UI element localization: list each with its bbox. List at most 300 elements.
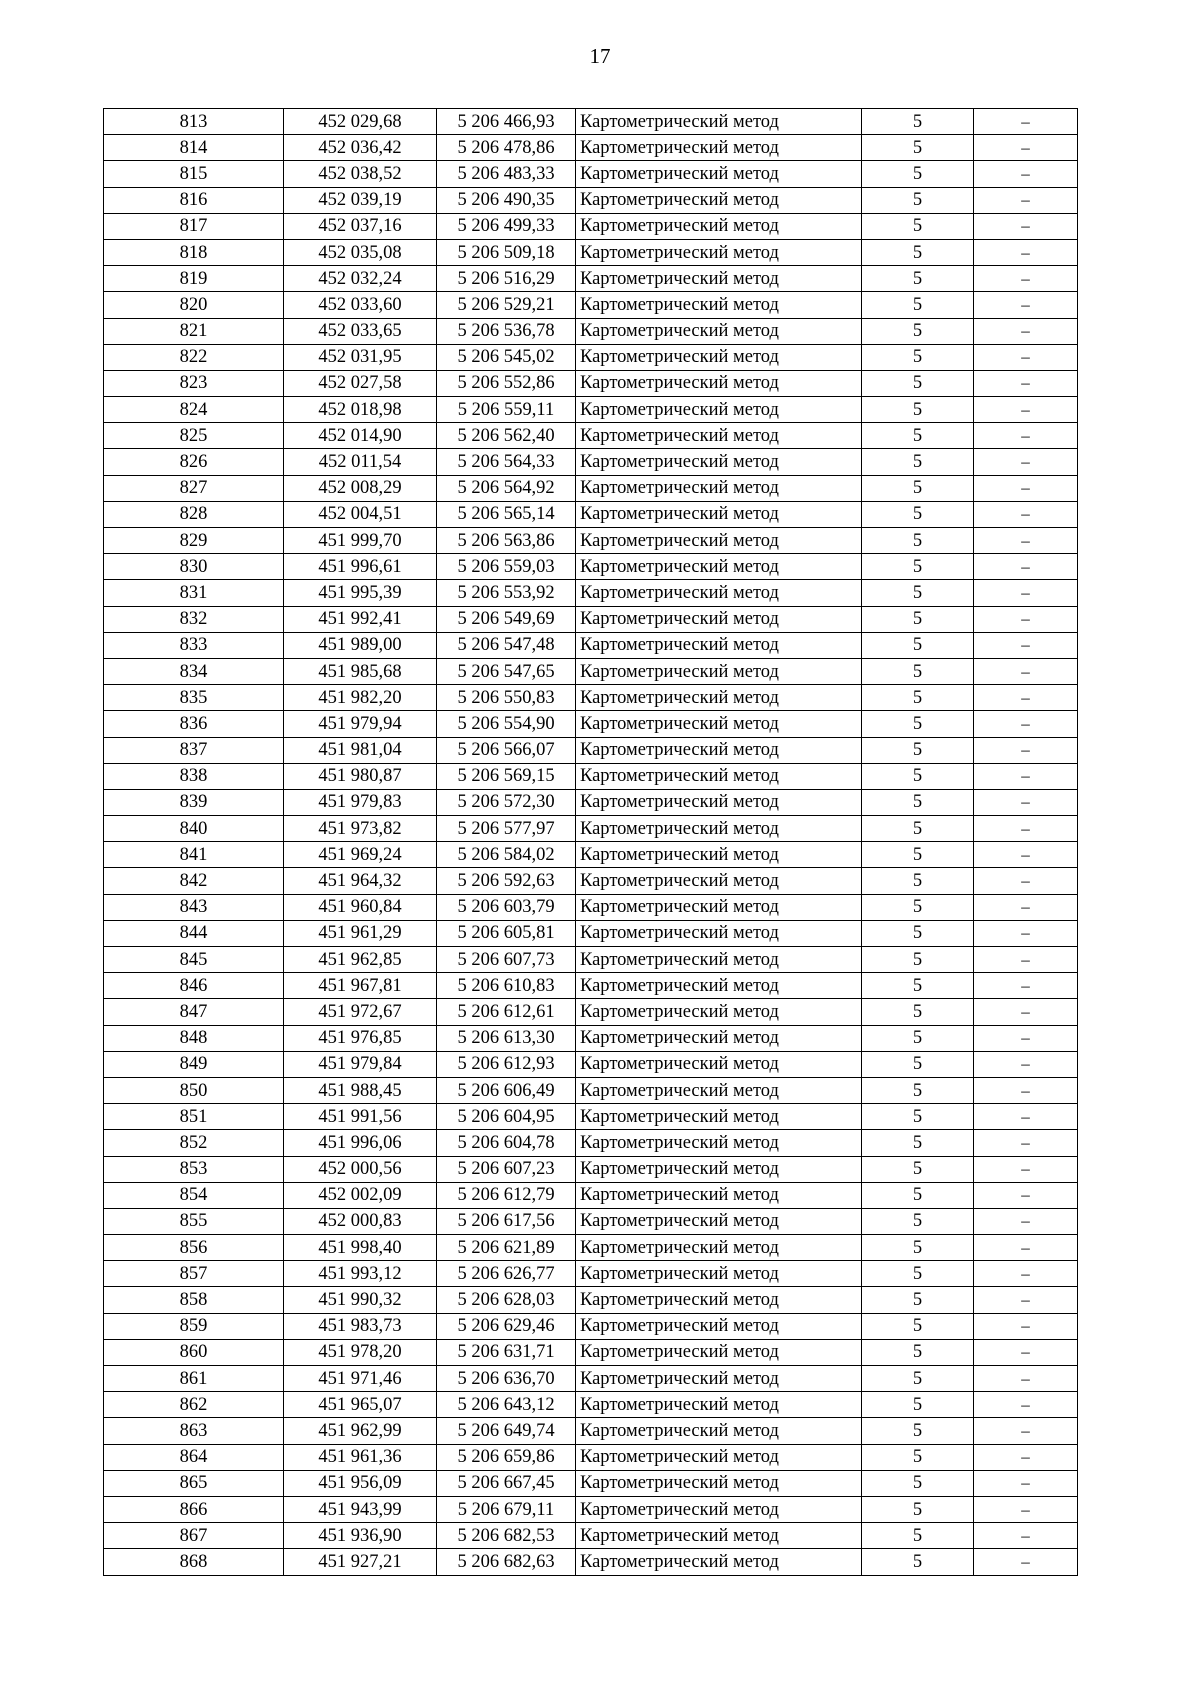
- y-coordinate-cell: 5 206 621,89: [437, 1235, 576, 1261]
- point-number-cell: 855: [104, 1208, 284, 1234]
- y-coordinate-cell: 5 206 490,35: [437, 187, 576, 213]
- method-cell: Картометрический метод: [576, 423, 862, 449]
- accuracy-cell: 5: [862, 658, 974, 684]
- accuracy-cell: 5: [862, 632, 974, 658]
- point-number-cell: 833: [104, 632, 284, 658]
- point-number-cell: 850: [104, 1077, 284, 1103]
- note-cell: –: [974, 1444, 1078, 1470]
- x-coordinate-cell: 451 927,21: [284, 1549, 437, 1575]
- y-coordinate-cell: 5 206 564,92: [437, 475, 576, 501]
- table-row: [104, 816, 1078, 842]
- accuracy-cell: 5: [862, 161, 974, 187]
- x-coordinate-cell: 451 996,06: [284, 1130, 437, 1156]
- note-cell: –: [974, 632, 1078, 658]
- x-coordinate-cell: 451 992,41: [284, 606, 437, 632]
- y-coordinate-cell: 5 206 478,86: [437, 135, 576, 161]
- method-cell: Картометрический метод: [576, 501, 862, 527]
- y-coordinate-cell: 5 206 466,93: [437, 109, 576, 135]
- x-coordinate-cell: 451 936,90: [284, 1523, 437, 1549]
- point-number-cell: 818: [104, 239, 284, 265]
- note-cell: –: [974, 135, 1078, 161]
- accuracy-cell: 5: [862, 1339, 974, 1365]
- y-coordinate-cell: 5 206 565,14: [437, 501, 576, 527]
- x-coordinate-cell: 451 962,99: [284, 1418, 437, 1444]
- accuracy-cell: 5: [862, 213, 974, 239]
- table-row: [104, 1470, 1078, 1496]
- accuracy-cell: 5: [862, 1392, 974, 1418]
- y-coordinate-cell: 5 206 607,23: [437, 1156, 576, 1182]
- y-coordinate-cell: 5 206 550,83: [437, 685, 576, 711]
- method-cell: Картометрический метод: [576, 711, 862, 737]
- method-cell: Картометрический метод: [576, 632, 862, 658]
- note-cell: –: [974, 554, 1078, 580]
- x-coordinate-cell: 451 983,73: [284, 1313, 437, 1339]
- y-coordinate-cell: 5 206 564,33: [437, 449, 576, 475]
- accuracy-cell: 5: [862, 266, 974, 292]
- point-number-cell: 857: [104, 1261, 284, 1287]
- y-coordinate-cell: 5 206 554,90: [437, 711, 576, 737]
- point-number-cell: 822: [104, 344, 284, 370]
- x-coordinate-cell: 451 976,85: [284, 1025, 437, 1051]
- point-number-cell: 827: [104, 475, 284, 501]
- note-cell: –: [974, 187, 1078, 213]
- y-coordinate-cell: 5 206 545,02: [437, 344, 576, 370]
- y-coordinate-cell: 5 206 606,49: [437, 1077, 576, 1103]
- accuracy-cell: 5: [862, 1287, 974, 1313]
- x-coordinate-cell: 451 995,39: [284, 580, 437, 606]
- accuracy-cell: 5: [862, 789, 974, 815]
- x-coordinate-cell: 451 990,32: [284, 1287, 437, 1313]
- table-row: [104, 239, 1078, 265]
- method-cell: Картометрический метод: [576, 239, 862, 265]
- x-coordinate-cell: 451 991,56: [284, 1104, 437, 1130]
- x-coordinate-cell: 451 982,20: [284, 685, 437, 711]
- table-row: [104, 1130, 1078, 1156]
- note-cell: –: [974, 1156, 1078, 1182]
- accuracy-cell: 5: [862, 999, 974, 1025]
- x-coordinate-cell: 451 998,40: [284, 1235, 437, 1261]
- accuracy-cell: 5: [862, 1418, 974, 1444]
- x-coordinate-cell: 451 980,87: [284, 763, 437, 789]
- point-number-cell: 824: [104, 397, 284, 423]
- accuracy-cell: 5: [862, 475, 974, 501]
- x-coordinate-cell: 452 037,16: [284, 213, 437, 239]
- y-coordinate-cell: 5 206 592,63: [437, 868, 576, 894]
- x-coordinate-cell: 452 014,90: [284, 423, 437, 449]
- table-row: [104, 475, 1078, 501]
- y-coordinate-cell: 5 206 509,18: [437, 239, 576, 265]
- x-coordinate-cell: 452 000,83: [284, 1208, 437, 1234]
- y-coordinate-cell: 5 206 607,73: [437, 947, 576, 973]
- accuracy-cell: 5: [862, 1130, 974, 1156]
- y-coordinate-cell: 5 206 612,93: [437, 1051, 576, 1077]
- note-cell: –: [974, 344, 1078, 370]
- point-number-cell: 852: [104, 1130, 284, 1156]
- table-row: [104, 1104, 1078, 1130]
- table-row: [104, 894, 1078, 920]
- method-cell: Картометрический метод: [576, 1130, 862, 1156]
- table-row: [104, 1313, 1078, 1339]
- point-number-cell: 867: [104, 1523, 284, 1549]
- x-coordinate-cell: 452 000,56: [284, 1156, 437, 1182]
- note-cell: –: [974, 292, 1078, 318]
- point-number-cell: 858: [104, 1287, 284, 1313]
- method-cell: Картометрический метод: [576, 1077, 862, 1103]
- note-cell: –: [974, 449, 1078, 475]
- y-coordinate-cell: 5 206 603,79: [437, 894, 576, 920]
- accuracy-cell: 5: [862, 187, 974, 213]
- accuracy-cell: 5: [862, 370, 974, 396]
- x-coordinate-cell: 451 996,61: [284, 554, 437, 580]
- method-cell: Картометрический метод: [576, 266, 862, 292]
- accuracy-cell: 5: [862, 1077, 974, 1103]
- note-cell: –: [974, 685, 1078, 711]
- method-cell: Картометрический метод: [576, 1104, 862, 1130]
- method-cell: Картометрический метод: [576, 370, 862, 396]
- table-row: [104, 344, 1078, 370]
- note-cell: –: [974, 999, 1078, 1025]
- point-number-cell: 816: [104, 187, 284, 213]
- table-row: [104, 213, 1078, 239]
- note-cell: –: [974, 1523, 1078, 1549]
- x-coordinate-cell: 451 961,29: [284, 920, 437, 946]
- note-cell: –: [974, 1025, 1078, 1051]
- table-row: [104, 161, 1078, 187]
- table-row: [104, 1287, 1078, 1313]
- note-cell: –: [974, 1287, 1078, 1313]
- accuracy-cell: 5: [862, 1182, 974, 1208]
- table-row: [104, 868, 1078, 894]
- x-coordinate-cell: 451 972,67: [284, 999, 437, 1025]
- table-row: [104, 370, 1078, 396]
- note-cell: –: [974, 894, 1078, 920]
- point-number-cell: 835: [104, 685, 284, 711]
- method-cell: Картометрический метод: [576, 763, 862, 789]
- method-cell: Картометрический метод: [576, 161, 862, 187]
- method-cell: Картометрический метод: [576, 658, 862, 684]
- point-number-cell: 819: [104, 266, 284, 292]
- accuracy-cell: 5: [862, 711, 974, 737]
- x-coordinate-cell: 451 979,94: [284, 711, 437, 737]
- point-number-cell: 841: [104, 842, 284, 868]
- accuracy-cell: 5: [862, 1366, 974, 1392]
- x-coordinate-cell: 452 002,09: [284, 1182, 437, 1208]
- table-row: [104, 109, 1078, 135]
- note-cell: –: [974, 370, 1078, 396]
- method-cell: Картометрический метод: [576, 109, 862, 135]
- point-number-cell: 864: [104, 1444, 284, 1470]
- point-number-cell: 817: [104, 213, 284, 239]
- x-coordinate-cell: 451 967,81: [284, 973, 437, 999]
- accuracy-cell: 5: [862, 920, 974, 946]
- x-coordinate-cell: 452 033,60: [284, 292, 437, 318]
- method-cell: Картометрический метод: [576, 1261, 862, 1287]
- accuracy-cell: 5: [862, 1208, 974, 1234]
- point-number-cell: 843: [104, 894, 284, 920]
- x-coordinate-cell: 451 969,24: [284, 842, 437, 868]
- method-cell: Картометрический метод: [576, 475, 862, 501]
- y-coordinate-cell: 5 206 682,53: [437, 1523, 576, 1549]
- note-cell: –: [974, 868, 1078, 894]
- method-cell: Картометрический метод: [576, 1182, 862, 1208]
- note-cell: –: [974, 842, 1078, 868]
- accuracy-cell: 5: [862, 816, 974, 842]
- note-cell: –: [974, 1392, 1078, 1418]
- accuracy-cell: 5: [862, 580, 974, 606]
- point-number-cell: 813: [104, 109, 284, 135]
- table-row: [104, 1549, 1078, 1575]
- table-row: [104, 1077, 1078, 1103]
- accuracy-cell: 5: [862, 763, 974, 789]
- note-cell: –: [974, 1496, 1078, 1522]
- table-row: [104, 1235, 1078, 1261]
- note-cell: –: [974, 501, 1078, 527]
- method-cell: Картометрический метод: [576, 737, 862, 763]
- y-coordinate-cell: 5 206 553,92: [437, 580, 576, 606]
- accuracy-cell: 5: [862, 318, 974, 344]
- table-row: [104, 292, 1078, 318]
- note-cell: –: [974, 1235, 1078, 1261]
- y-coordinate-cell: 5 206 604,95: [437, 1104, 576, 1130]
- note-cell: –: [974, 763, 1078, 789]
- note-cell: –: [974, 1130, 1078, 1156]
- point-number-cell: 853: [104, 1156, 284, 1182]
- accuracy-cell: 5: [862, 1261, 974, 1287]
- note-cell: –: [974, 1418, 1078, 1444]
- point-number-cell: 845: [104, 947, 284, 973]
- method-cell: Картометрический метод: [576, 1523, 862, 1549]
- accuracy-cell: 5: [862, 868, 974, 894]
- point-number-cell: 828: [104, 501, 284, 527]
- x-coordinate-cell: 452 032,24: [284, 266, 437, 292]
- method-cell: Картометрический метод: [576, 187, 862, 213]
- point-number-cell: 836: [104, 711, 284, 737]
- method-cell: Картометрический метод: [576, 1313, 862, 1339]
- accuracy-cell: 5: [862, 528, 974, 554]
- point-number-cell: 866: [104, 1496, 284, 1522]
- point-number-cell: 840: [104, 816, 284, 842]
- y-coordinate-cell: 5 206 612,61: [437, 999, 576, 1025]
- y-coordinate-cell: 5 206 569,15: [437, 763, 576, 789]
- table-row: [104, 449, 1078, 475]
- table-row: [104, 763, 1078, 789]
- method-cell: Картометрический метод: [576, 973, 862, 999]
- point-number-cell: 849: [104, 1051, 284, 1077]
- accuracy-cell: 5: [862, 423, 974, 449]
- table-row: [104, 658, 1078, 684]
- accuracy-cell: 5: [862, 135, 974, 161]
- y-coordinate-cell: 5 206 643,12: [437, 1392, 576, 1418]
- point-number-cell: 830: [104, 554, 284, 580]
- method-cell: Картометрический метод: [576, 1496, 862, 1522]
- y-coordinate-cell: 5 206 605,81: [437, 920, 576, 946]
- note-cell: –: [974, 1208, 1078, 1234]
- table-row: [104, 1523, 1078, 1549]
- accuracy-cell: 5: [862, 1104, 974, 1130]
- note-cell: –: [974, 1077, 1078, 1103]
- method-cell: Картометрический метод: [576, 1287, 862, 1313]
- note-cell: –: [974, 973, 1078, 999]
- x-coordinate-cell: 452 035,08: [284, 239, 437, 265]
- method-cell: Картометрический метод: [576, 1025, 862, 1051]
- point-number-cell: 844: [104, 920, 284, 946]
- method-cell: Картометрический метод: [576, 606, 862, 632]
- point-number-cell: 862: [104, 1392, 284, 1418]
- note-cell: –: [974, 528, 1078, 554]
- y-coordinate-cell: 5 206 563,86: [437, 528, 576, 554]
- x-coordinate-cell: 451 964,32: [284, 868, 437, 894]
- point-number-cell: 863: [104, 1418, 284, 1444]
- y-coordinate-cell: 5 206 559,03: [437, 554, 576, 580]
- y-coordinate-cell: 5 206 667,45: [437, 1470, 576, 1496]
- method-cell: Картометрический метод: [576, 1051, 862, 1077]
- table-row: [104, 711, 1078, 737]
- x-coordinate-cell: 451 999,70: [284, 528, 437, 554]
- accuracy-cell: 5: [862, 685, 974, 711]
- point-number-cell: 831: [104, 580, 284, 606]
- point-number-cell: 861: [104, 1366, 284, 1392]
- method-cell: Картометрический метод: [576, 1366, 862, 1392]
- note-cell: –: [974, 711, 1078, 737]
- x-coordinate-cell: 452 031,95: [284, 344, 437, 370]
- x-coordinate-cell: 452 011,54: [284, 449, 437, 475]
- table-row: [104, 1392, 1078, 1418]
- method-cell: Картометрический метод: [576, 1156, 862, 1182]
- point-number-cell: 826: [104, 449, 284, 475]
- y-coordinate-cell: 5 206 499,33: [437, 213, 576, 239]
- note-cell: –: [974, 161, 1078, 187]
- note-cell: –: [974, 1182, 1078, 1208]
- y-coordinate-cell: 5 206 629,46: [437, 1313, 576, 1339]
- method-cell: Картометрический метод: [576, 894, 862, 920]
- x-coordinate-cell: 452 004,51: [284, 501, 437, 527]
- coordinates-table-body: [104, 109, 1078, 1576]
- table-row: [104, 973, 1078, 999]
- method-cell: Картометрический метод: [576, 213, 862, 239]
- accuracy-cell: 5: [862, 1549, 974, 1575]
- note-cell: –: [974, 1549, 1078, 1575]
- point-number-cell: 820: [104, 292, 284, 318]
- point-number-cell: 846: [104, 973, 284, 999]
- method-cell: Картометрический метод: [576, 685, 862, 711]
- table-row: [104, 318, 1078, 344]
- note-cell: –: [974, 213, 1078, 239]
- point-number-cell: 856: [104, 1235, 284, 1261]
- method-cell: Картометрический метод: [576, 816, 862, 842]
- table-row: [104, 1418, 1078, 1444]
- method-cell: Картометрический метод: [576, 1470, 862, 1496]
- method-cell: Картометрический метод: [576, 947, 862, 973]
- y-coordinate-cell: 5 206 552,86: [437, 370, 576, 396]
- y-coordinate-cell: 5 206 536,78: [437, 318, 576, 344]
- note-cell: –: [974, 920, 1078, 946]
- note-cell: –: [974, 947, 1078, 973]
- x-coordinate-cell: 451 965,07: [284, 1392, 437, 1418]
- y-coordinate-cell: 5 206 613,30: [437, 1025, 576, 1051]
- x-coordinate-cell: 451 988,45: [284, 1077, 437, 1103]
- y-coordinate-cell: 5 206 682,63: [437, 1549, 576, 1575]
- y-coordinate-cell: 5 206 636,70: [437, 1366, 576, 1392]
- note-cell: –: [974, 1104, 1078, 1130]
- accuracy-cell: 5: [862, 109, 974, 135]
- page-number: 17: [589, 44, 611, 68]
- x-coordinate-cell: 452 038,52: [284, 161, 437, 187]
- y-coordinate-cell: 5 206 572,30: [437, 789, 576, 815]
- y-coordinate-cell: 5 206 547,65: [437, 658, 576, 684]
- x-coordinate-cell: 451 979,84: [284, 1051, 437, 1077]
- point-number-cell: 838: [104, 763, 284, 789]
- y-coordinate-cell: 5 206 559,11: [437, 397, 576, 423]
- point-number-cell: 825: [104, 423, 284, 449]
- table-row: [104, 999, 1078, 1025]
- note-cell: –: [974, 109, 1078, 135]
- table-row: [104, 1051, 1078, 1077]
- method-cell: Картометрический метод: [576, 920, 862, 946]
- note-cell: –: [974, 606, 1078, 632]
- x-coordinate-cell: 451 960,84: [284, 894, 437, 920]
- accuracy-cell: 5: [862, 606, 974, 632]
- table-row: [104, 606, 1078, 632]
- point-number-cell: 848: [104, 1025, 284, 1051]
- method-cell: Картометрический метод: [576, 344, 862, 370]
- point-number-cell: 832: [104, 606, 284, 632]
- accuracy-cell: 5: [862, 1470, 974, 1496]
- accuracy-cell: 5: [862, 973, 974, 999]
- table-row: [104, 947, 1078, 973]
- accuracy-cell: 5: [862, 501, 974, 527]
- x-coordinate-cell: 452 036,42: [284, 135, 437, 161]
- accuracy-cell: 5: [862, 737, 974, 763]
- method-cell: Картометрический метод: [576, 554, 862, 580]
- table-row: [104, 842, 1078, 868]
- method-cell: Картометрический метод: [576, 868, 862, 894]
- point-number-cell: 814: [104, 135, 284, 161]
- accuracy-cell: 5: [862, 1051, 974, 1077]
- table-row: [104, 266, 1078, 292]
- method-cell: Картометрический метод: [576, 1392, 862, 1418]
- table-row: [104, 920, 1078, 946]
- note-cell: –: [974, 423, 1078, 449]
- x-coordinate-cell: 451 956,09: [284, 1470, 437, 1496]
- point-number-cell: 834: [104, 658, 284, 684]
- y-coordinate-cell: 5 206 549,69: [437, 606, 576, 632]
- x-coordinate-cell: 452 029,68: [284, 109, 437, 135]
- note-cell: –: [974, 1261, 1078, 1287]
- point-number-cell: 868: [104, 1549, 284, 1575]
- x-coordinate-cell: 451 981,04: [284, 737, 437, 763]
- point-number-cell: 865: [104, 1470, 284, 1496]
- method-cell: Картометрический метод: [576, 1235, 862, 1261]
- y-coordinate-cell: 5 206 631,71: [437, 1339, 576, 1365]
- method-cell: Картометрический метод: [576, 1444, 862, 1470]
- method-cell: Картометрический метод: [576, 318, 862, 344]
- table-row: [104, 789, 1078, 815]
- point-number-cell: 839: [104, 789, 284, 815]
- note-cell: –: [974, 658, 1078, 684]
- y-coordinate-cell: 5 206 604,78: [437, 1130, 576, 1156]
- y-coordinate-cell: 5 206 562,40: [437, 423, 576, 449]
- note-cell: –: [974, 318, 1078, 344]
- table-row: [104, 580, 1078, 606]
- x-coordinate-cell: 452 039,19: [284, 187, 437, 213]
- point-number-cell: 823: [104, 370, 284, 396]
- point-number-cell: 821: [104, 318, 284, 344]
- y-coordinate-cell: 5 206 566,07: [437, 737, 576, 763]
- table-row: [104, 1156, 1078, 1182]
- note-cell: –: [974, 737, 1078, 763]
- y-coordinate-cell: 5 206 626,77: [437, 1261, 576, 1287]
- y-coordinate-cell: 5 206 659,86: [437, 1444, 576, 1470]
